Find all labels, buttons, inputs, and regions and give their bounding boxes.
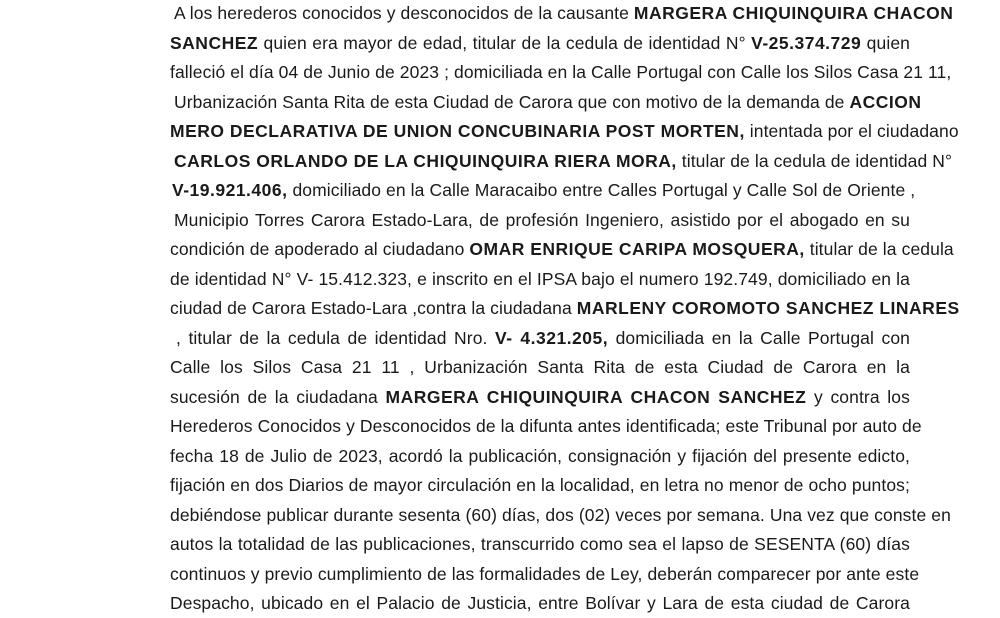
- text-line: [172, 175, 916, 205]
- text-segment: Urbanización Santa Rita de esta Ciudad de Carora que con motivo de la demanda de: [174, 91, 850, 112]
- text-segment: continuos y previo cumplimiento de las formalidades de Ley, deberán comparecer por ante este: [170, 563, 920, 584]
- text-segment: quien era mayor de edad, titular de la cedula de identidad N°: [258, 32, 752, 53]
- text-segment: condición de apoderado al ciudadano: [170, 239, 470, 259]
- bold-text-segment: MERO DECLARATIVA DE UNION CONCUBINARIA POST MORTEN,: [170, 121, 745, 141]
- text-line: [170, 293, 960, 323]
- text-segment: Herederos Conocidos y Desconocidos de la difunta antes identificada; este Tribunal por auto de: [170, 416, 922, 436]
- text-line: [170, 588, 910, 618]
- text-line: [174, 205, 910, 235]
- bold-text-segment: CARLOS ORLANDO DE LA CHIQUINQUIRA RIERA MORA,: [174, 150, 677, 171]
- text-segment: , titular de la cedula de identidad Nro.: [176, 327, 495, 348]
- text-segment: falleció el día 04 de Junio de 2023 ; domiciliada en la Calle Portugal con Calle los Silos Casa 21 11,: [170, 62, 952, 82]
- text-segment: Despacho, ubicado en el Palacio de Justicia, entre Bolívar y Lara de esta ciudad de Carora: [170, 593, 910, 613]
- text-segment: quien: [861, 32, 910, 53]
- bold-text-segment: MARGERA CHIQUINQUIRA CHACON: [633, 3, 954, 23]
- bold-text-segment: MARGERA CHIQUINQUIRA CHACON SANCHEZ: [385, 386, 807, 407]
- text-segment: fijación en dos Diarios de mayor circulación en la localidad, en letra no menor de ocho puntos;: [170, 475, 910, 495]
- bold-text-segment: V-19.921.406,: [172, 180, 288, 200]
- text-segment: domiciliada en la Calle Portugal con: [608, 327, 910, 348]
- text-line: [176, 323, 910, 353]
- text-line: [174, 87, 922, 117]
- text-line: [170, 500, 951, 530]
- text-segment: sucesión de la ciudadana: [170, 386, 386, 407]
- text-segment: ciudad de Carora Estado-Lara ,contra la ciudadana: [170, 298, 577, 318]
- text-segment: y contra los: [806, 386, 910, 407]
- bold-text-segment: MARLENY COROMOTO SANCHEZ LINARES: [576, 298, 960, 318]
- bold-text-segment: ACCION: [849, 91, 922, 112]
- text-segment: Calle los Silos Casa 21 11 , Urbanización Santa Rita de esta Ciudad de Carora en la: [170, 357, 910, 377]
- bold-text-segment: OMAR ENRIQUE CARIPA MOSQUERA,: [469, 239, 805, 259]
- text-line: [170, 57, 952, 87]
- text-segment: intentada por el ciudadano: [744, 121, 959, 141]
- text-segment: domiciliado en la Calle Maracaibo entre Calles Portugal y Calle Sol de Oriente ,: [287, 180, 916, 200]
- text-line: [170, 264, 910, 294]
- text-line: [170, 352, 910, 382]
- bold-text-segment: V- 4.321.205,: [494, 327, 609, 348]
- text-line: [170, 411, 922, 441]
- text-line: [170, 529, 910, 559]
- text-segment: titular de la cedula de identidad N°: [676, 150, 953, 171]
- text-line: [170, 441, 910, 471]
- text-segment: titular de la cedula: [804, 239, 954, 259]
- text-segment: autos la totalidad de las publicaciones, transcurrido como sea el lapso de SESENTA (60) días: [170, 534, 910, 554]
- text-segment: fecha 18 de Julio de 2023, acordó la publicación, consignación y fijación del presente edicto,: [170, 445, 910, 466]
- text-line: [170, 470, 910, 500]
- text-line: [170, 382, 910, 412]
- bold-text-segment: V-25.374.729: [751, 32, 862, 53]
- text-segment: A los herederos conocidos y desconocidos de la causante: [174, 3, 634, 23]
- text-line: [170, 116, 959, 146]
- text-line: [174, 146, 953, 176]
- text-line: [170, 559, 920, 589]
- bold-text-segment: SANCHEZ: [170, 32, 259, 53]
- text-line: [170, 234, 954, 264]
- text-line: [174, 0, 954, 28]
- text-segment: de identidad N° V- 15.412.323, e inscrito en el IPSA bajo el numero 192.749, domiciliado en la: [170, 268, 910, 289]
- text-segment: debiéndose publicar durante sesenta (60) días, dos (02) veces por semana. Una vez que conste en: [170, 504, 951, 525]
- text-line: [170, 28, 910, 58]
- text-segment: Municipio Torres Carora Estado-Lara, de profesión Ingeniero, asistido por el abogado en su: [174, 209, 910, 230]
